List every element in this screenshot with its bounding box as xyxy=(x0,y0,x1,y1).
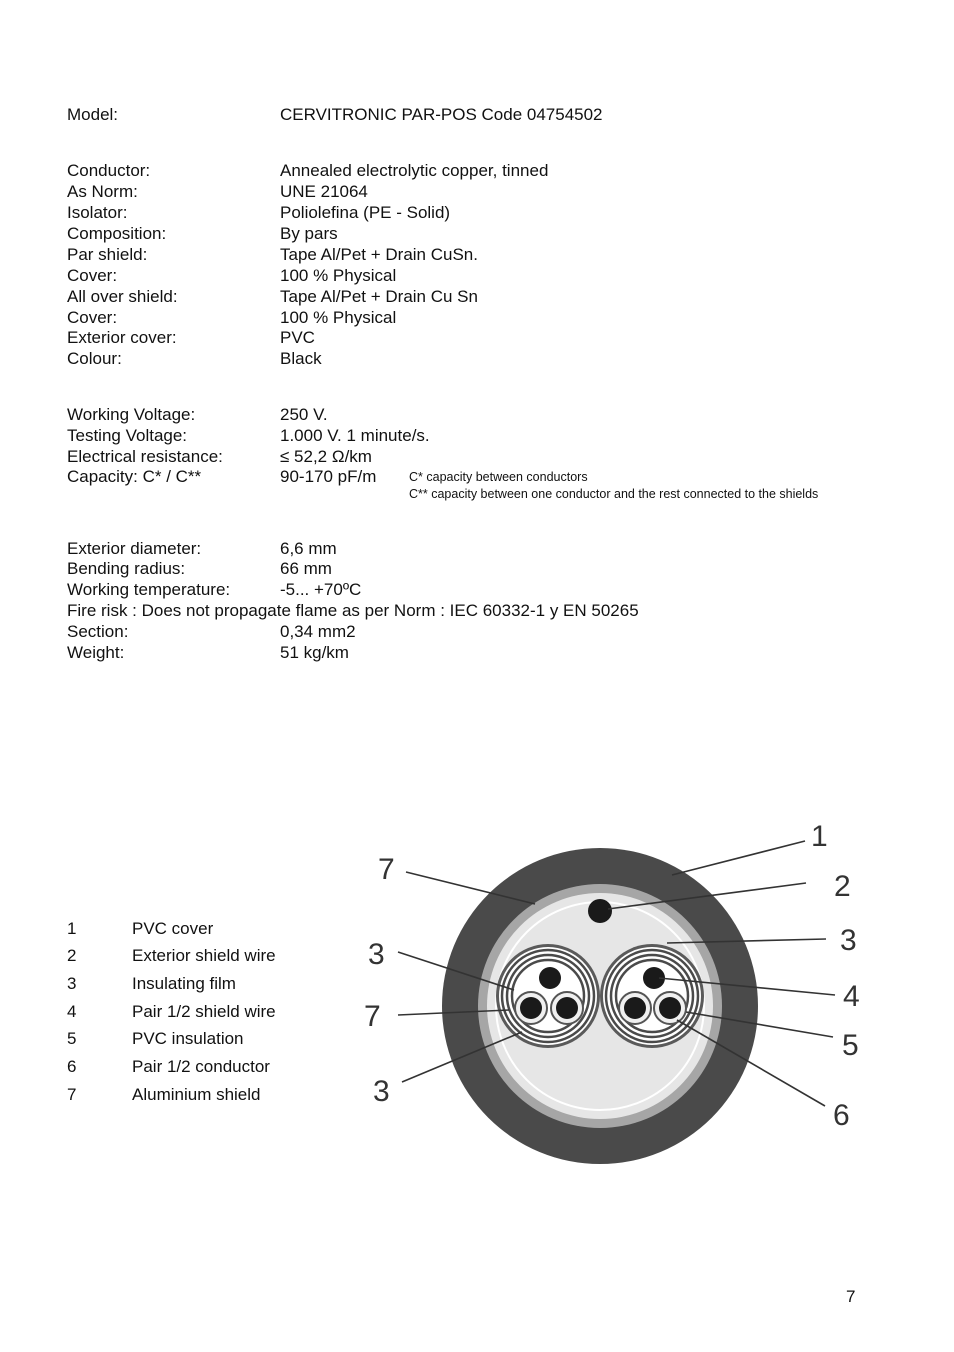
exterior-shield-wire xyxy=(588,899,612,923)
spec-value: Tape Al/Pet + Drain Cu Sn xyxy=(280,287,478,306)
callout-7-left: 7 xyxy=(364,1000,381,1033)
spec-value: Tape Al/Pet + Drain CuSn. xyxy=(280,245,478,264)
pair-shield-wire xyxy=(539,967,561,989)
callout-6: 6 xyxy=(833,1099,850,1132)
callout-3: 3 xyxy=(840,924,857,957)
callout-2: 2 xyxy=(834,870,851,903)
callout-7-top: 7 xyxy=(378,853,395,886)
legend-number: 6 xyxy=(67,1057,77,1076)
spec-label: Testing Voltage: xyxy=(67,426,188,445)
spec-value: 6,6 mm xyxy=(280,539,337,558)
spec-label: Bending radius: xyxy=(67,559,186,578)
legend-text: Pair 1/2 conductor xyxy=(132,1057,270,1076)
legend-number: 3 xyxy=(67,974,77,993)
model-value: CERVITRONIC PAR-POS Code 04754502 xyxy=(280,105,603,124)
legend-number: 2 xyxy=(67,946,77,965)
legend-text: Aluminium shield xyxy=(132,1085,261,1104)
spec-label: As Norm: xyxy=(67,182,138,201)
spec-value: 250 V. xyxy=(280,405,328,424)
pair-conductor xyxy=(556,997,578,1019)
spec-label: Isolator: xyxy=(67,203,128,222)
pair-right xyxy=(600,944,704,1048)
spec-value: Black xyxy=(280,349,322,368)
spec-label: Composition: xyxy=(67,224,167,243)
spec-value: By pars xyxy=(280,224,338,243)
spec-label: Working Voltage: xyxy=(67,405,196,424)
fire-risk-text: Fire risk : Does not propagate flame as per Norm : IEC 60332-1 y EN 50265 xyxy=(67,601,639,620)
spec-value: UNE 21064 xyxy=(280,182,368,201)
spec-label: Section: xyxy=(67,622,129,641)
legend-text: Pair 1/2 shield wire xyxy=(132,1002,276,1021)
spec-label: Conductor: xyxy=(67,161,151,180)
spec-value: ≤ 52,2 Ω/km xyxy=(280,447,372,466)
pair-conductor xyxy=(659,997,681,1019)
callout-3-bottom: 3 xyxy=(373,1075,390,1108)
spec-value: 1.000 V. 1 minute/s. xyxy=(280,426,430,445)
legend-text: Insulating film xyxy=(132,974,236,993)
spec-label: Electrical resistance: xyxy=(67,447,223,466)
page-number: 7 xyxy=(846,1287,856,1306)
legend-number: 7 xyxy=(67,1085,77,1104)
spec-label: Weight: xyxy=(67,643,125,662)
spec-value: Poliolefina (PE - Solid) xyxy=(280,203,451,222)
capacity-note-c2: C** capacity between one conductor and the rest connected to the shields xyxy=(409,487,819,501)
capacity-note-c1: C* capacity between conductors xyxy=(409,470,588,484)
callout-1: 1 xyxy=(811,820,828,853)
spec-value: 0,34 mm2 xyxy=(280,622,356,641)
spec-label: Working temperature: xyxy=(67,580,231,599)
spec-label: Par shield: xyxy=(67,245,148,264)
spec-value: -5... +70ºC xyxy=(280,580,362,599)
spec-value: 66 mm xyxy=(280,559,332,578)
legend-text: PVC insulation xyxy=(132,1029,244,1048)
spec-value: 90-170 pF/m xyxy=(280,467,377,486)
callout-5: 5 xyxy=(842,1029,859,1062)
spec-value: PVC xyxy=(280,328,315,347)
legend-text: Exterior shield wire xyxy=(132,946,276,965)
spec-label: All over shield: xyxy=(67,287,178,306)
spec-label: Cover: xyxy=(67,266,118,285)
legend-number: 1 xyxy=(67,919,77,938)
spec-label: Colour: xyxy=(67,349,122,368)
spec-label: Exterior diameter: xyxy=(67,539,202,558)
callout-4: 4 xyxy=(843,980,860,1013)
spec-label: Cover: xyxy=(67,308,118,327)
pair-conductor xyxy=(520,997,542,1019)
spec-value: Annealed electrolytic copper, tinned xyxy=(280,161,549,180)
pair-left xyxy=(496,944,600,1048)
model-label: Model: xyxy=(67,105,119,124)
legend-text: PVC cover xyxy=(132,919,214,938)
pair-conductor xyxy=(624,997,646,1019)
spec-value: 100 % Physical xyxy=(280,308,397,327)
spec-value: 51 kg/km xyxy=(280,643,349,662)
spec-label: Capacity: C* / C** xyxy=(67,467,202,486)
legend-number: 4 xyxy=(67,1002,77,1021)
callout-3-left: 3 xyxy=(368,938,385,971)
legend-number: 5 xyxy=(67,1029,77,1048)
spec-value: 100 % Physical xyxy=(280,266,397,285)
spec-label: Exterior cover: xyxy=(67,328,177,347)
